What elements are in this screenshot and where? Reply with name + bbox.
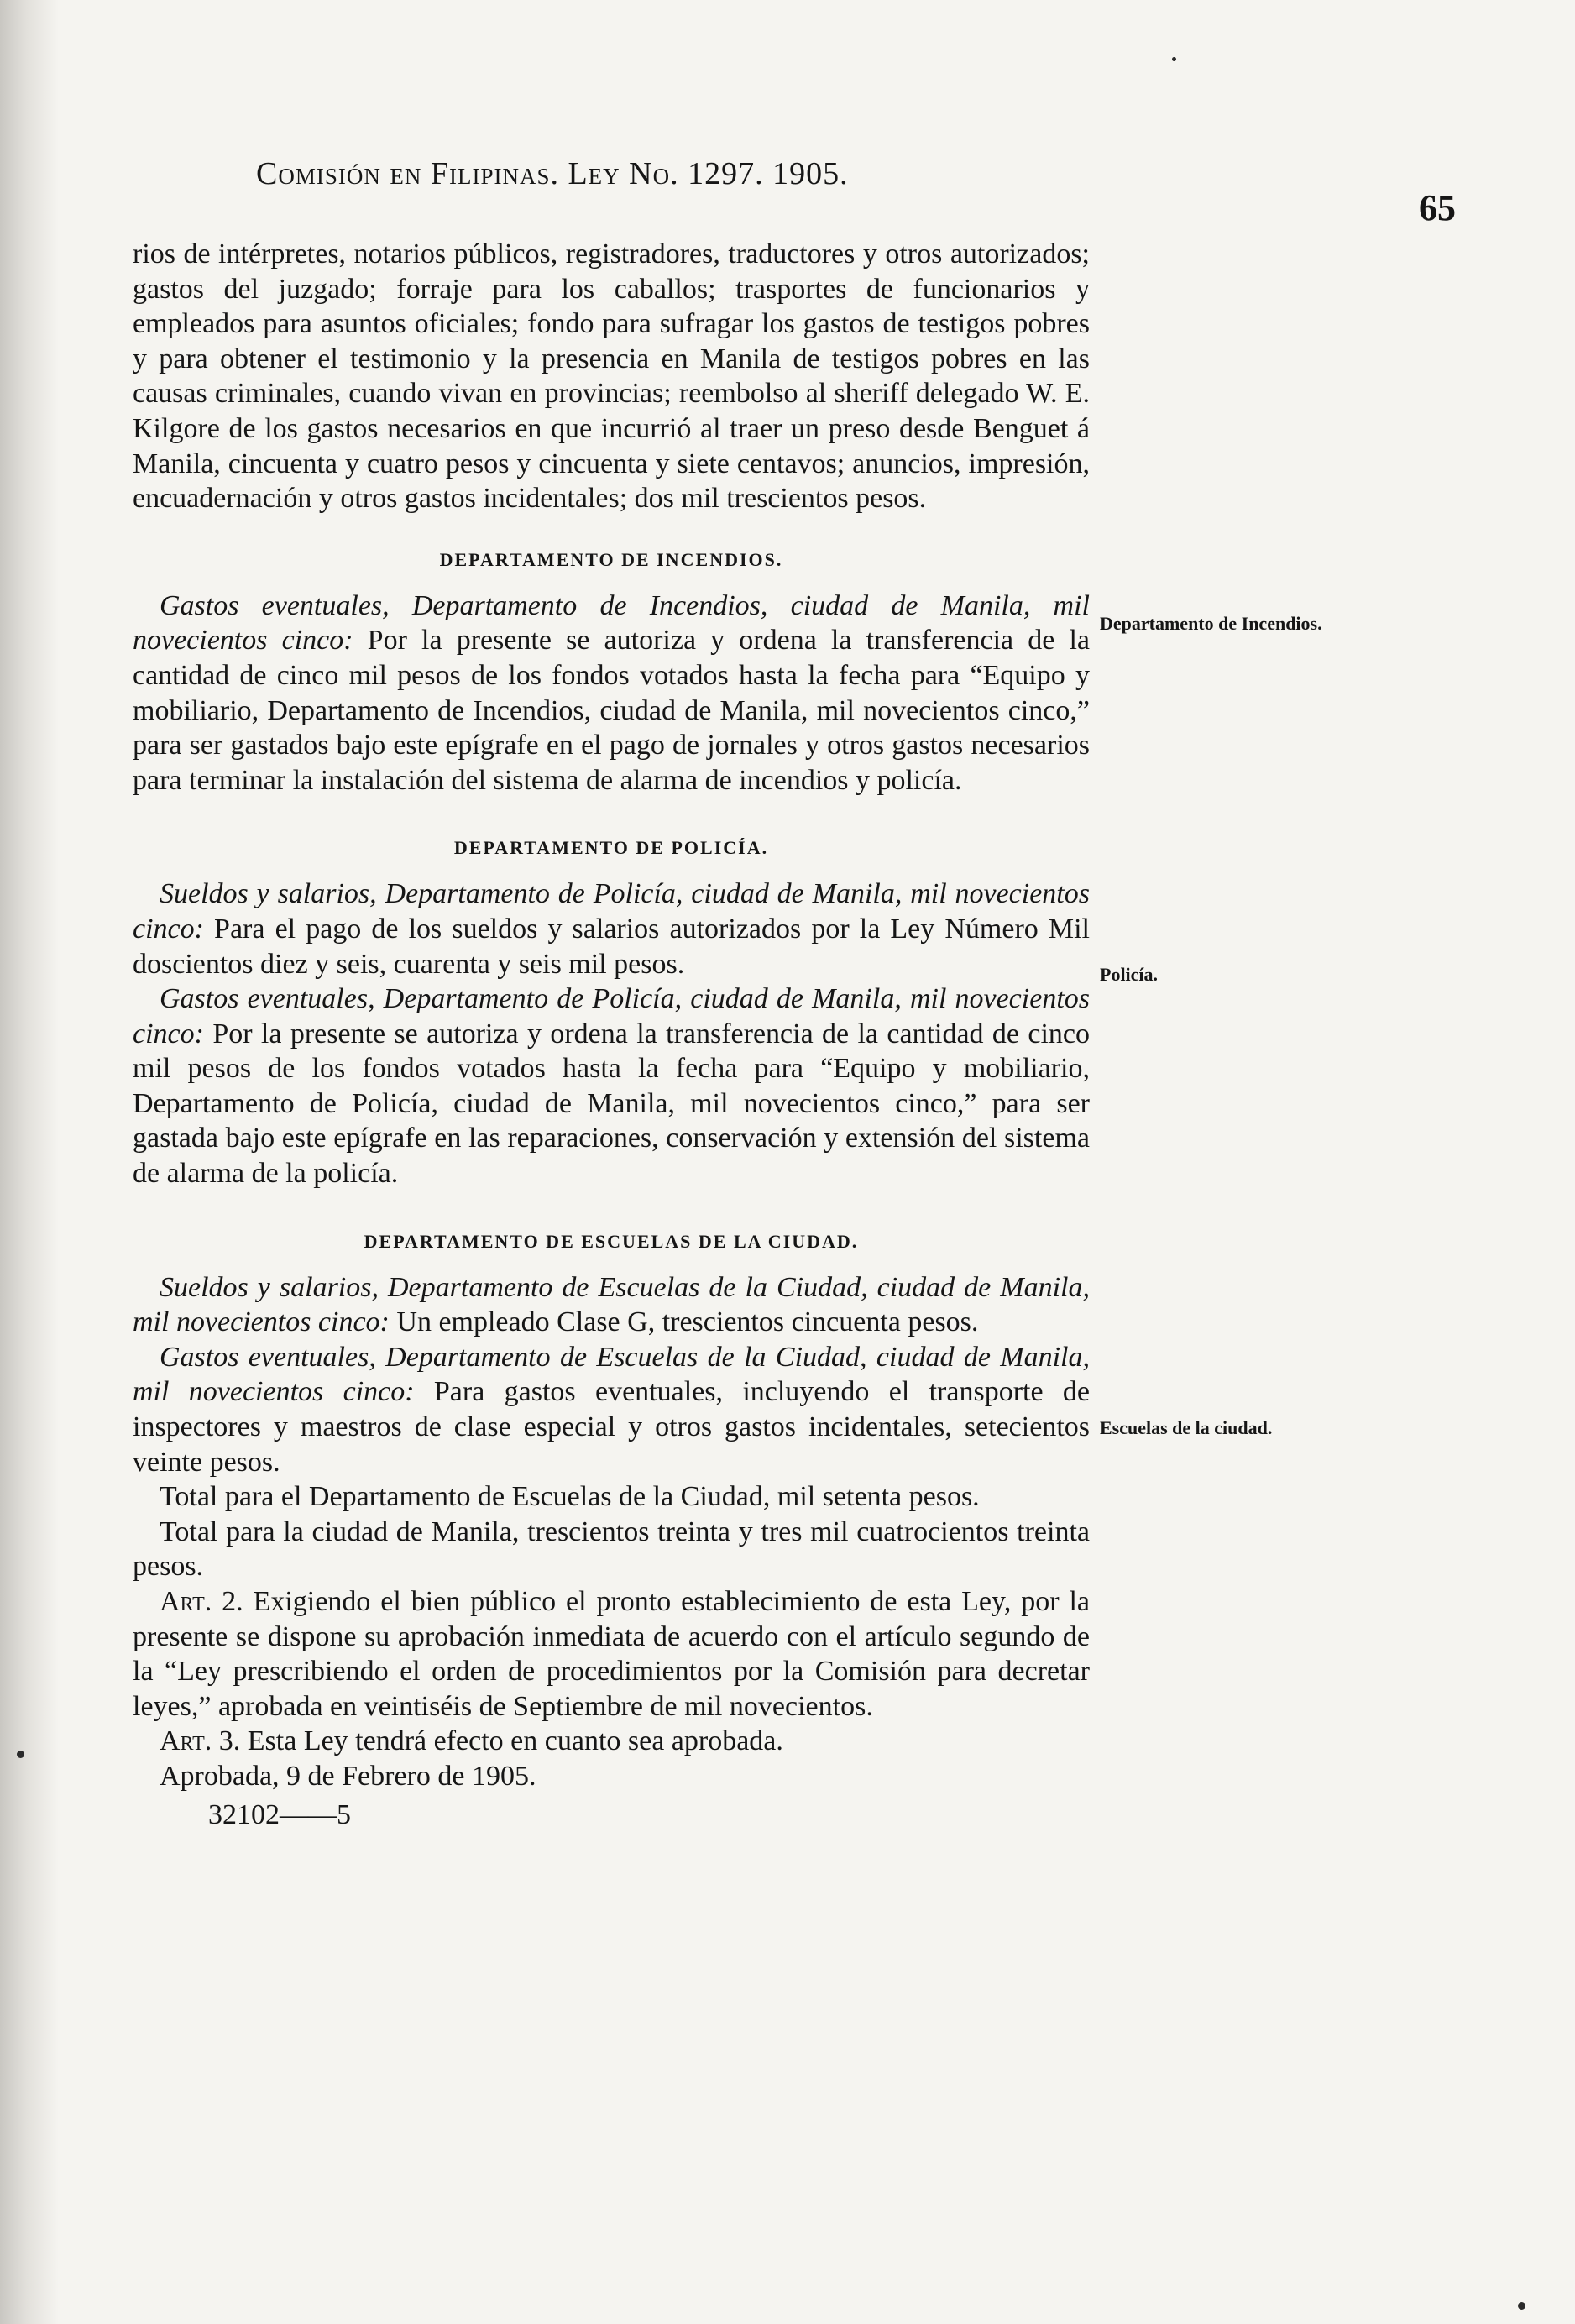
policia-sueldos-title: Sueldos y salarios, Departamento de Policía, ciudad de Manila, mil novecientos cinco:	[133, 878, 1090, 945]
scan-speck	[1518, 2302, 1525, 2310]
scan-speck	[17, 1751, 24, 1758]
article-3-text: Esta Ley tendrá efecto en cuanto sea aprobada.	[240, 1725, 783, 1757]
approval-date: Aprobada, 9 de Febrero de 1905.	[160, 1760, 536, 1792]
escuelas-sueldos-body: Un empleado Clase G, trescientos cincuenta pesos.	[389, 1306, 979, 1338]
policia-gastos-paragraph	[133, 981, 1090, 1191]
policia-sueldos-body: Para el pago de los sueldos y salarios autorizados por la Ley Número Mil doscientos diez y seis, cuarenta y seis mil pesos.	[133, 913, 1090, 980]
print-code: 32102——5	[208, 1798, 351, 1830]
total-escuelas: Total para el Departamento de Escuelas de la Ciudad, mil setenta pesos.	[160, 1481, 980, 1513]
scan-speck	[1172, 57, 1176, 61]
article-3	[133, 1724, 1090, 1759]
running-head: Comisión en Filipinas. Ley No. 1297. 1905.	[256, 156, 849, 191]
article-2-text: Exigiendo el bien público el pronto establecimiento de esta Ley, por la presente se dispone su aprobación inmediata de acuerdo con el artículo segundo de la “Ley prescribiendo el orden de procedimientos por la Comisión para decretar leyes,” aprobada en veintiséis de Septiembre de mil novecientos.	[133, 1586, 1090, 1722]
incendios-paragraph-body: Por la presente se autoriza y ordena la transferencia de la cantidad de cinco mil pesos de los fondos votados hasta la fecha para “Equipo y mobiliario, Departamento de Incendios, ciudad de Manila, mil novecientos cinco,” para ser gastados bajo este epígrafe en el pago de jornales y otros gastos necesarios para terminar la instalación del sistema de alarma de incendios y policía.	[133, 625, 1090, 796]
heading-policia: DEPARTAMENTO DE POLICÍA.	[453, 837, 769, 859]
escuelas-gastos-body: Para gastos eventuales, incluyendo el transporte de inspectores y maestros de clase especial y otros gastos incidentales, setecientos veinte pesos.	[133, 1376, 1090, 1478]
escuelas-gastos-paragraph	[133, 1340, 1090, 1479]
page-number: 65	[1419, 187, 1456, 228]
article-2	[133, 1584, 1090, 1724]
incendios-paragraph-title: Gastos eventuales, Departamento de Incendios, ciudad de Manila, mil novecientos cinco:	[133, 589, 1090, 657]
escuelas-gastos-title: Gastos eventuales, Departamento de Escuelas de la Ciudad, ciudad de Manila, mil novecientos cinco:	[133, 1341, 1090, 1408]
heading-incendios: DEPARTAMENTO DE INCENDIOS.	[439, 548, 783, 570]
body-text	[133, 237, 1090, 1833]
heading-escuelas: DEPARTAMENTO DE ESCUELAS DE LA CIUDAD.	[364, 1230, 859, 1252]
escuelas-sueldos-title: Sueldos y salarios, Departamento de Escuelas de la Ciudad, ciudad de Manila, mil novecientos cinco:	[133, 1271, 1090, 1338]
policia-sueldos-paragraph	[133, 877, 1090, 981]
policia-gastos-body: Por la presente se autoriza y ordena la transferencia de la cantidad de cinco mil pesos de los fondos votados hasta la fecha para “Equipo y mobiliario, Departamento de Policía, ciudad de Manila, mil novecientos cinco,” para ser gastada bajo este epígrafe en las reparaciones, conservación y extensión del sistema de alarma de la policía.	[133, 1018, 1090, 1190]
article-3-label: Art. 3.	[160, 1725, 241, 1757]
escuelas-sueldos-paragraph	[133, 1270, 1090, 1340]
article-2-label: Art. 2.	[160, 1586, 243, 1617]
incendios-paragraph	[133, 589, 1090, 798]
margin-note-incendios: Departamento de Incendios.	[1100, 613, 1322, 634]
margin-note-policia: Policía.	[1100, 964, 1159, 985]
intro-paragraph: rios de intérpretes, notarios públicos, registradores, traductores y otros autorizados; gastos del juzgado; forraje para los caballos; trasportes de funcionarios y empleados para asuntos oficiales; fondo para sufragar los gastos de testigos pobres y para obtener el testimonio y la presencia en Manila de testigos pobres en las causas criminales, cuando vivan en provincias; reembolso al sheriff delegado W. E. Kilgore de los gastos necesarios en que incurrió al traer un preso desde Benguet á Manila, cincuenta y cuatro pesos y cincuenta y siete centavos; anuncios, impresión, encuadernación y otros gastos incidentales; dos mil trescientos pesos.	[133, 238, 1090, 515]
policia-gastos-title: Gastos eventuales, Departamento de Policía, ciudad de Manila, mil novecientos cinco:	[133, 983, 1090, 1049]
total-manila: Total para la ciudad de Manila, trescientos treinta y tres mil cuatrocientos treinta pesos.	[133, 1515, 1090, 1583]
margin-note-escuelas: Escuelas de la ciudad.	[1100, 1417, 1273, 1438]
